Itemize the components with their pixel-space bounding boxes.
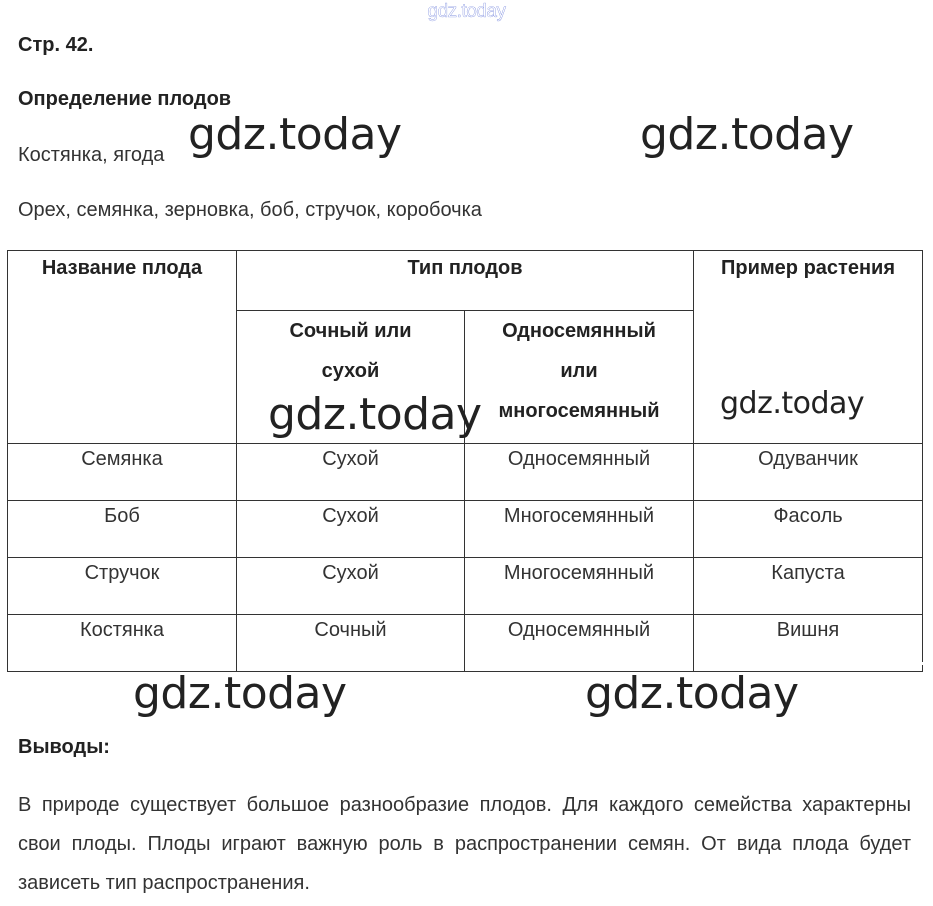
top-watermark: gdz.today: [427, 1, 506, 22]
watermark: gdz.today: [268, 389, 482, 440]
fruit-table: [7, 250, 923, 672]
cell-plant-example: Одуванчик: [694, 444, 923, 501]
page-number: Стр. 42.: [18, 34, 94, 56]
header-seeds-line2: или: [560, 359, 598, 382]
table-row: [8, 558, 923, 615]
cell-fruit-type: Сухой: [237, 444, 465, 501]
table-edge-gap: [722, 662, 933, 665]
cell-seed-count: Односемянный: [465, 615, 694, 672]
section-title: Определение плодов: [18, 88, 232, 110]
cell-seed-count: Односемянный: [465, 444, 694, 501]
header-fruit-name: Название плода: [8, 251, 237, 444]
cell-plant-example: Вишня: [694, 615, 923, 672]
watermark: gdz.today: [720, 386, 865, 421]
header-seeds-line1: Односемянный: [502, 319, 656, 342]
watermark: gdz.today: [640, 109, 854, 160]
watermark: gdz.today: [585, 668, 799, 719]
cell-plant-example: Капуста: [694, 558, 923, 615]
conclusion-text: В природе существует большое разнообразие плодов. Для каждого семейства характерны свои плоды. Плоды играют важную роль в распространении семян. От вида плода будет зависеть тип распространения.: [18, 794, 911, 894]
table-row: [8, 501, 923, 558]
cell-fruit-type: Сухой: [237, 501, 465, 558]
cell-plant-example: Фасоль: [694, 501, 923, 558]
cell-seed-count: Многосемянный: [465, 501, 694, 558]
header-seed-count: [465, 310, 694, 443]
cell-fruit-name: Боб: [8, 501, 237, 558]
cell-fruit-name: Стручок: [8, 558, 237, 615]
cell-seed-count: Многосемянный: [465, 558, 694, 615]
answer-line-2: Орех, семянка, зерновка, боб, стручок, коробочка: [18, 199, 482, 221]
watermark: gdz.today: [188, 109, 402, 160]
cell-fruit-type: Сухой: [237, 558, 465, 615]
conclusion-title: Выводы:: [18, 736, 110, 758]
header-juicy-line2: сухой: [321, 359, 380, 382]
header-seeds-line3: многосемянный: [498, 399, 660, 422]
cell-fruit-type: Сочный: [237, 615, 465, 672]
header-plant-example: Пример растения: [694, 251, 923, 444]
header-fruit-type: Тип плодов: [237, 251, 694, 311]
header-juicy-line1: Сочный или: [289, 319, 412, 342]
table-row: [8, 444, 923, 501]
watermark: gdz.today: [133, 668, 347, 719]
cell-fruit-name: Костянка: [8, 615, 237, 672]
cell-fruit-name: Семянка: [8, 444, 237, 501]
answer-line-1: Костянка, ягода: [18, 144, 165, 166]
